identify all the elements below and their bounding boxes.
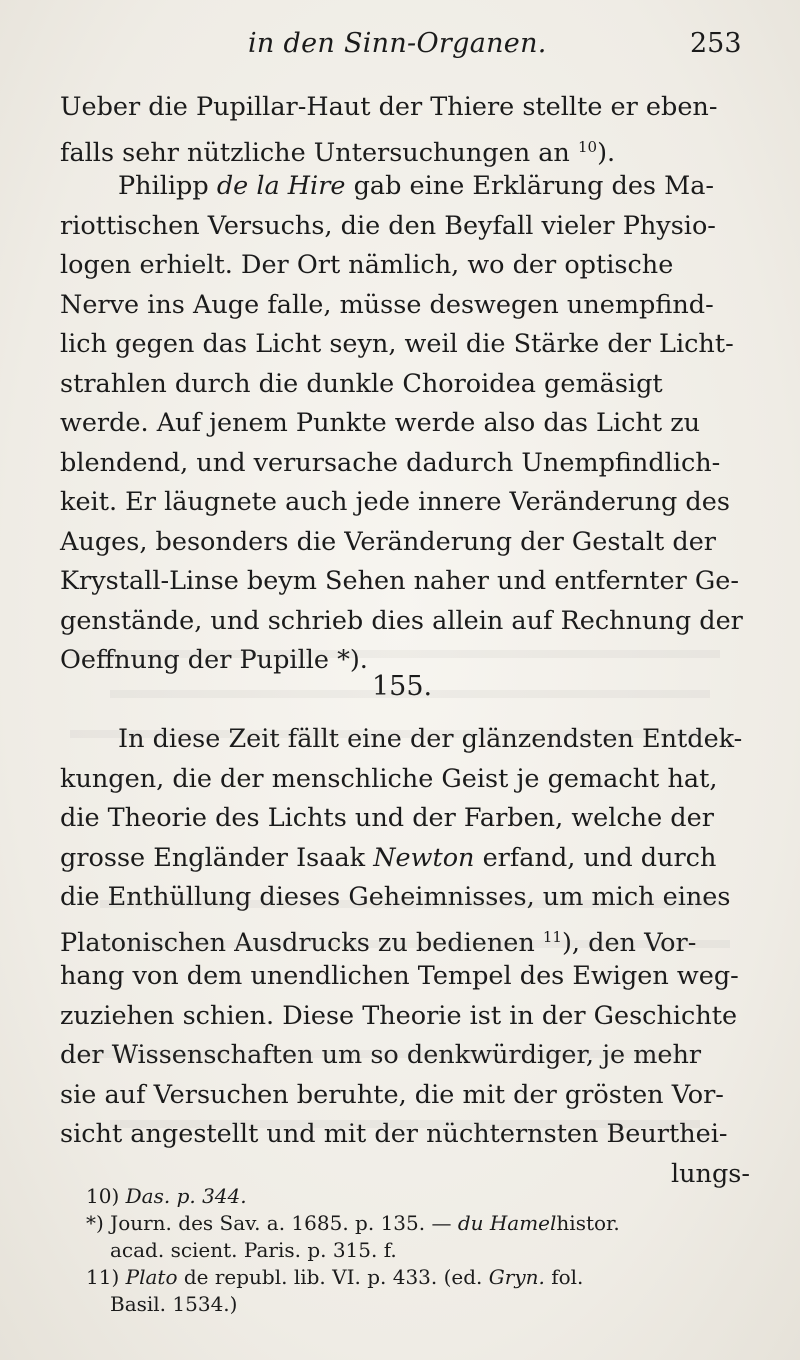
text-line: die Theorie des Lichts und der Farben, welche der bbox=[60, 803, 714, 833]
running-title: in den Sinn-Organen. bbox=[248, 28, 547, 59]
footnote-mark: 10) bbox=[86, 1184, 120, 1208]
text-line-content: ), den Vor- bbox=[561, 927, 697, 958]
text-line: die Enthüllung dieses Geheimnisses, um mich eines bbox=[60, 882, 731, 912]
main-text bbox=[60, 88, 750, 1194]
italic-name: du Hamel bbox=[457, 1211, 557, 1235]
text-line bbox=[60, 88, 750, 128]
text-line-content: grosse Engländer Isaak bbox=[60, 842, 366, 873]
text-line: Auges, besonders die Veränderung der Gestalt der bbox=[60, 526, 716, 557]
text-line-content: Ueber die Pupillar-Haut der Thiere stellte er eben- bbox=[60, 92, 718, 122]
text-line bbox=[60, 839, 750, 879]
italic-name: Gryn. bbox=[488, 1265, 545, 1289]
page-header bbox=[0, 28, 800, 68]
text-line: zuziehen schien. Diese Theorie ist in der Geschichte bbox=[60, 1000, 738, 1031]
text-line: hang von dem unendlichen Tempel des Ewigen weg- bbox=[60, 961, 739, 991]
footnote-11-cont: Basil. 1534.) bbox=[110, 1292, 238, 1316]
footnote-ref: 10 bbox=[577, 137, 598, 156]
text-line bbox=[60, 128, 750, 168]
italic-name: de la Hire bbox=[216, 171, 346, 201]
footnote-mark: 11) bbox=[86, 1265, 120, 1289]
text-line: sicht angestellt und mit der nüchternsten Beurthei- bbox=[60, 1119, 728, 1149]
page-number: 253 bbox=[690, 28, 742, 59]
footnote-text: fol. bbox=[551, 1265, 584, 1289]
text-line: sie auf Versuchen beruhte, die mit der grösten Vor- bbox=[60, 1079, 724, 1110]
text-line: strahlen durch die dunkle Choroidea gemäsigt bbox=[60, 368, 663, 399]
footnote-ref: 11 bbox=[542, 927, 562, 946]
text-line bbox=[60, 167, 750, 207]
text-line-content: falls sehr nützliche Untersuchungen an bbox=[60, 137, 570, 168]
text-line: logen erhielt. Der Ort nämlich, wo der optische bbox=[60, 250, 674, 280]
text-line: In diese Zeit fällt eine der glänzendsten Entdek- bbox=[118, 724, 743, 754]
text-line: genstände, und schrieb dies allein auf Rechnung der bbox=[60, 605, 743, 636]
text-line: der Wissenschaften um so denkwürdiger, je mehr bbox=[60, 1040, 702, 1070]
footnotes bbox=[86, 1183, 756, 1318]
text-line: blendend, und verursache dadurch Unempfindlich- bbox=[60, 447, 721, 478]
footnote-text: de republ. lib. VI. p. 433. (ed. bbox=[183, 1265, 483, 1289]
text-line-content: Philipp bbox=[118, 171, 209, 201]
text-line: Nerve ins Auge falle, müsse deswegen unempfind- bbox=[60, 289, 714, 320]
text-line: Krystall-Linse beym Sehen naher und entfernter Ge- bbox=[60, 566, 739, 596]
footnote-10 bbox=[86, 1183, 756, 1210]
text-line bbox=[60, 918, 750, 958]
italic-name: Plato bbox=[125, 1265, 178, 1289]
footnote-text: Journ. des Sav. a. 1685. p. 135. — bbox=[110, 1211, 452, 1235]
catchword: lungs- bbox=[670, 1158, 750, 1189]
text-line-content: erfand, und durch bbox=[482, 842, 717, 873]
text-line: werde. Auf jenem Punkte werde also das Licht zu bbox=[60, 408, 701, 438]
footnote-text: histor. bbox=[556, 1211, 620, 1235]
footnote-text: Das. p. 344. bbox=[125, 1184, 247, 1208]
text-line: keit. Er läugnete auch jede innere Veränderung des bbox=[60, 487, 730, 517]
text-line: kungen, die der menschliche Geist je gemacht hat, bbox=[60, 763, 718, 794]
footnote-mark: *) bbox=[86, 1211, 104, 1235]
footnote-11 bbox=[86, 1264, 756, 1291]
text-line-content: Platonischen Ausdrucks zu bedienen bbox=[60, 927, 535, 958]
footnote-star bbox=[86, 1210, 756, 1237]
text-line-content: ). bbox=[597, 137, 616, 168]
text-line: riottischen Versuchs, die den Beyfall vieler Physio- bbox=[60, 210, 716, 241]
text-line: Oeffnung der Pupille *). bbox=[60, 645, 368, 675]
text-line-content: gab eine Erklärung des Ma- bbox=[353, 171, 715, 201]
text-line: lich gegen das Licht seyn, weil die Stärke der Licht- bbox=[60, 329, 734, 359]
footnote-star-cont: acad. scient. Paris. p. 315. f. bbox=[110, 1238, 397, 1262]
italic-name: Newton bbox=[373, 842, 475, 873]
section-number: 155. bbox=[372, 671, 433, 702]
